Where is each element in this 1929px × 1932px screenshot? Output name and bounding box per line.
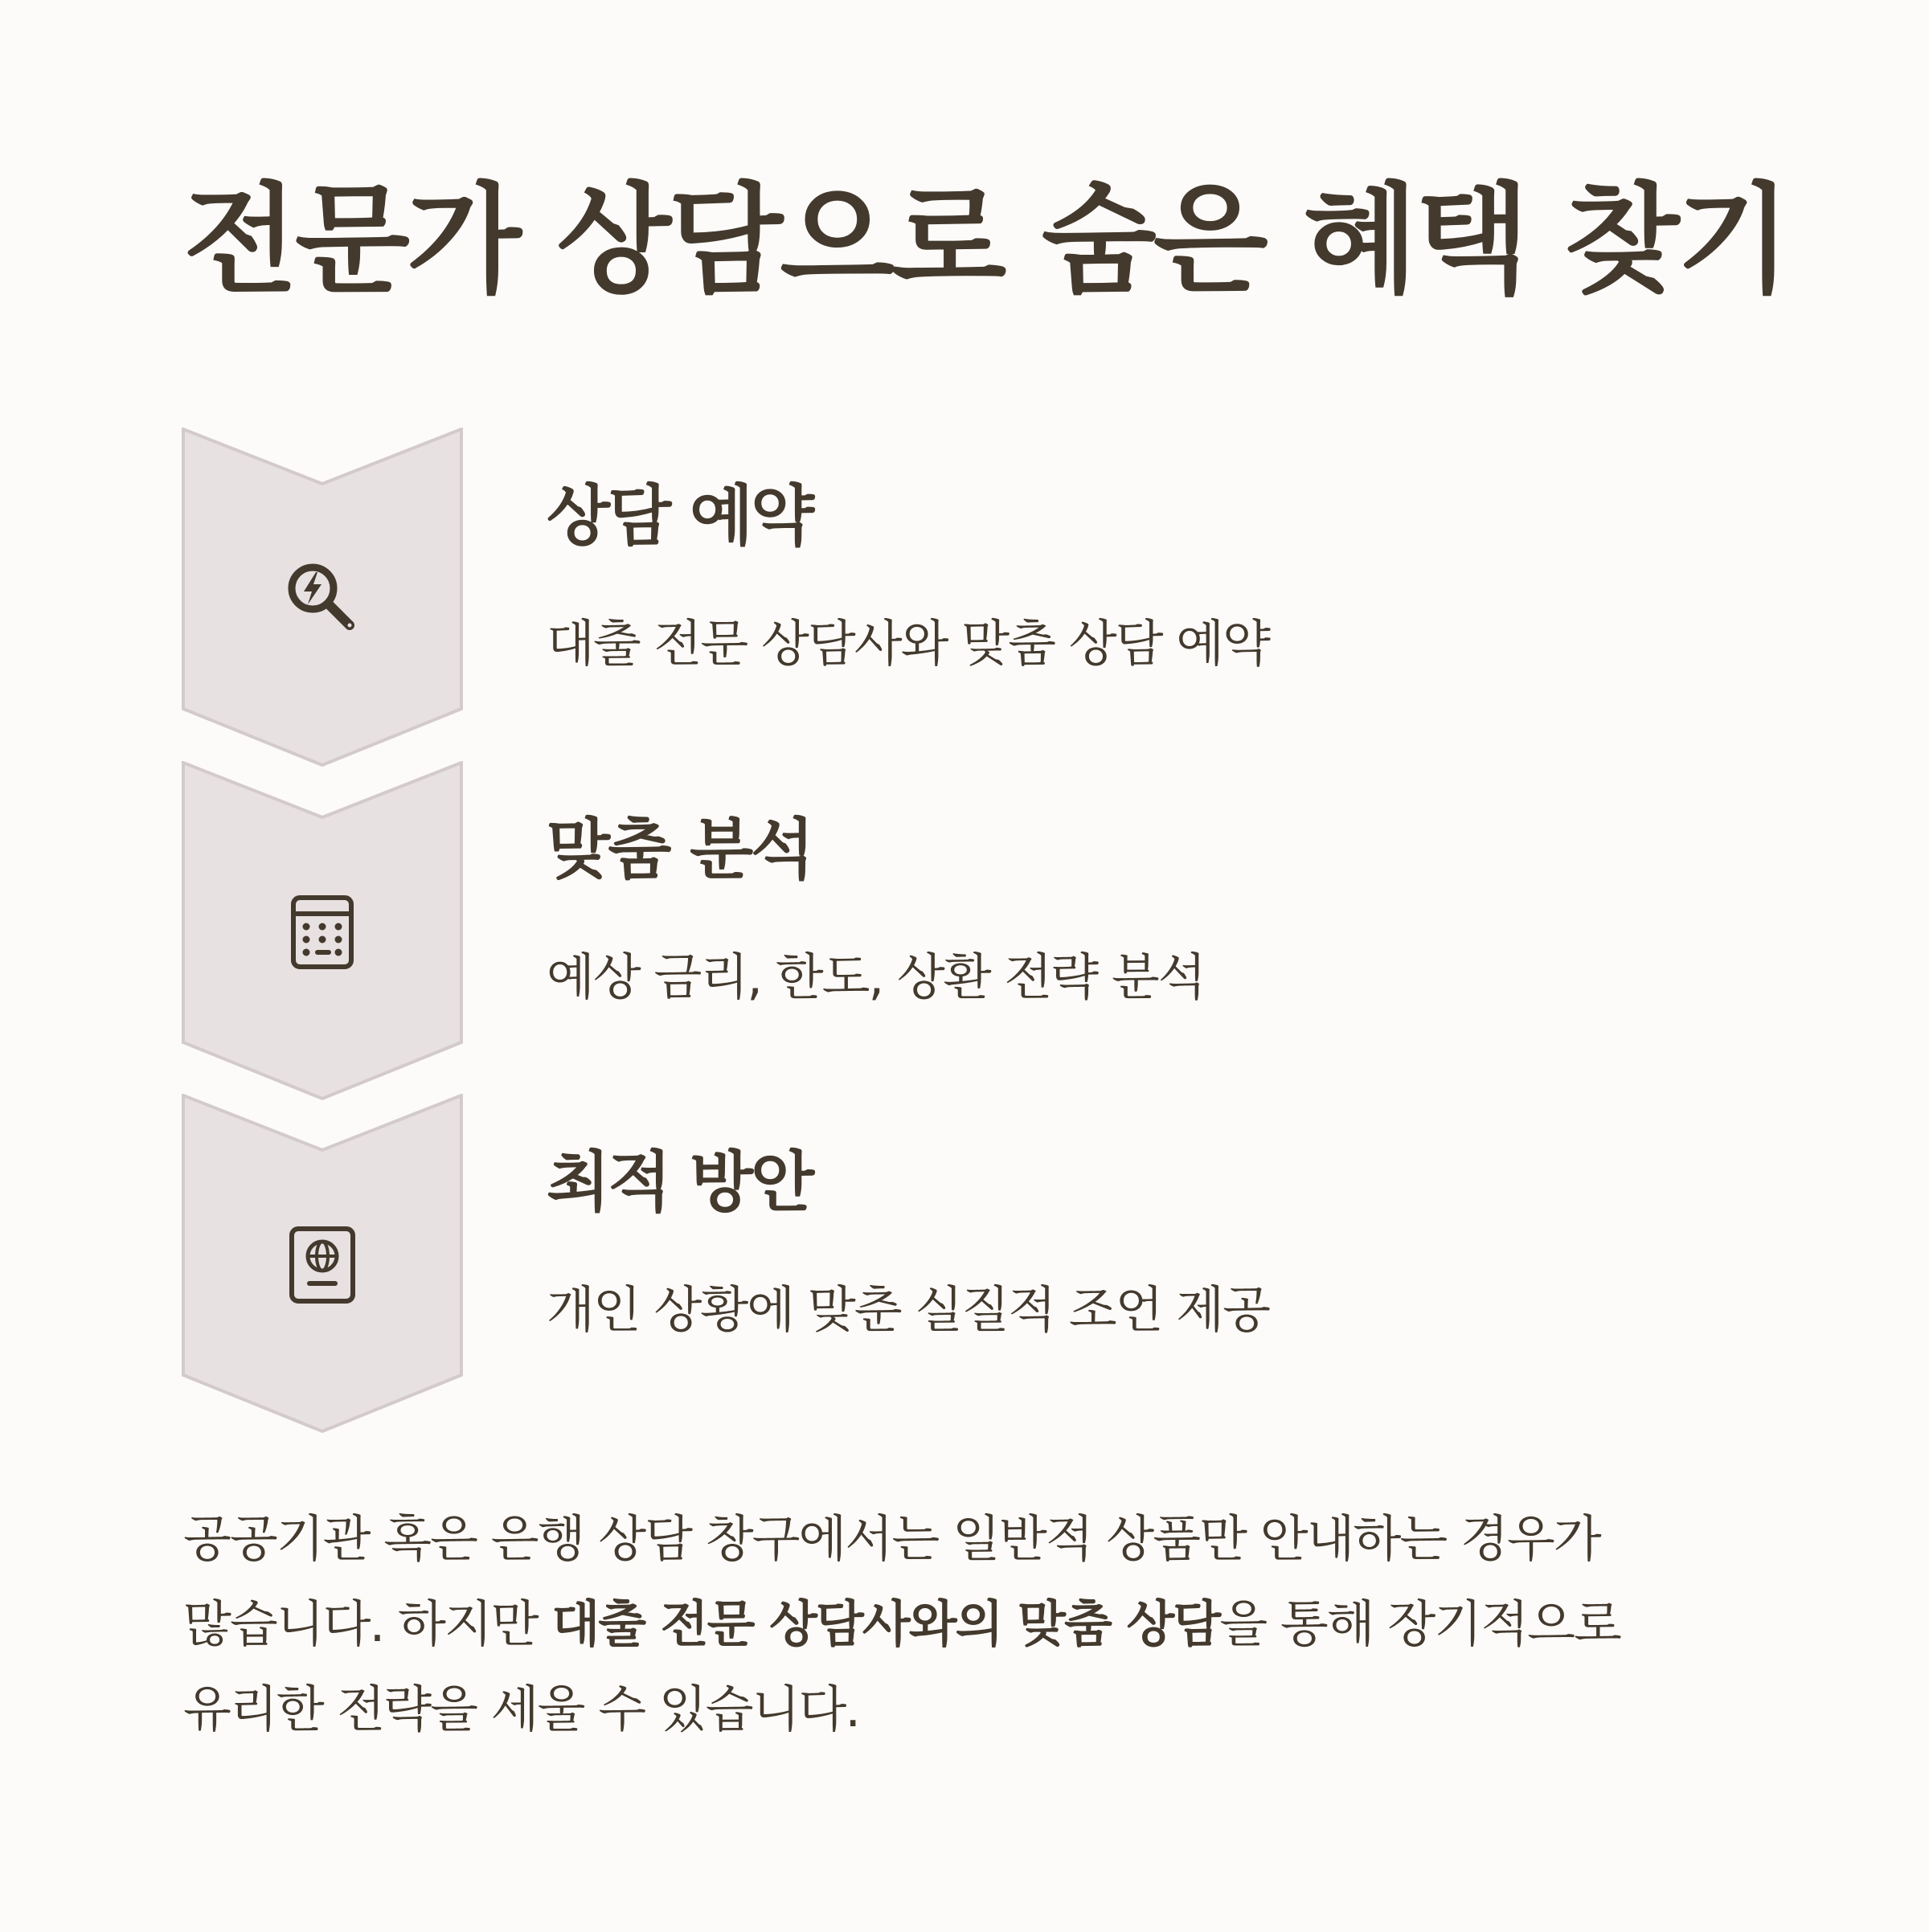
step-chevron-3 bbox=[182, 1094, 463, 1435]
step-description: 대출 전문 상담사와 맞춤 상담 예약 bbox=[547, 614, 1270, 673]
step-title: 상담 예약 bbox=[547, 478, 813, 555]
step-title: 최적 방안 bbox=[547, 1144, 813, 1221]
footer-emphasis: 대출 전문 상담사와의 맞춤 상담 bbox=[551, 1594, 1220, 1653]
footer-text: 많습니다. 하지만 bbox=[183, 1594, 552, 1653]
page-title: 전문가 상담으로 숨은 혜택 찾기 bbox=[183, 171, 1788, 309]
search-lightning-icon bbox=[282, 558, 362, 638]
passport-icon bbox=[282, 1224, 362, 1304]
calculator-icon bbox=[282, 891, 362, 972]
footer-line-1: 공공기관 혹은 은행 상담 창구에서는 일반적 상품만 안내하는 경우가 bbox=[183, 1509, 1600, 1568]
step-chevron-2 bbox=[182, 761, 463, 1102]
footer-paragraph bbox=[183, 1496, 1783, 1752]
step-chevron-1 bbox=[182, 428, 463, 768]
step-description: 개인 상황에 맞춘 실질적 조언 제공 bbox=[547, 1280, 1270, 1339]
footer-line-2 bbox=[183, 1582, 1783, 1667]
step-title: 맞춤 분석 bbox=[547, 812, 813, 888]
footer-text: 을 통해 장기적으로 bbox=[1219, 1594, 1620, 1653]
footer-line-3: 유리한 전략을 세울 수 있습니다. bbox=[183, 1680, 860, 1738]
step-description: 예상 금리, 한도, 상환 전략 분석 bbox=[547, 948, 1205, 1006]
step-consultation-booking bbox=[182, 428, 1709, 768]
step-optimal-solution bbox=[182, 1094, 1709, 1435]
step-custom-analysis bbox=[182, 761, 1709, 1102]
